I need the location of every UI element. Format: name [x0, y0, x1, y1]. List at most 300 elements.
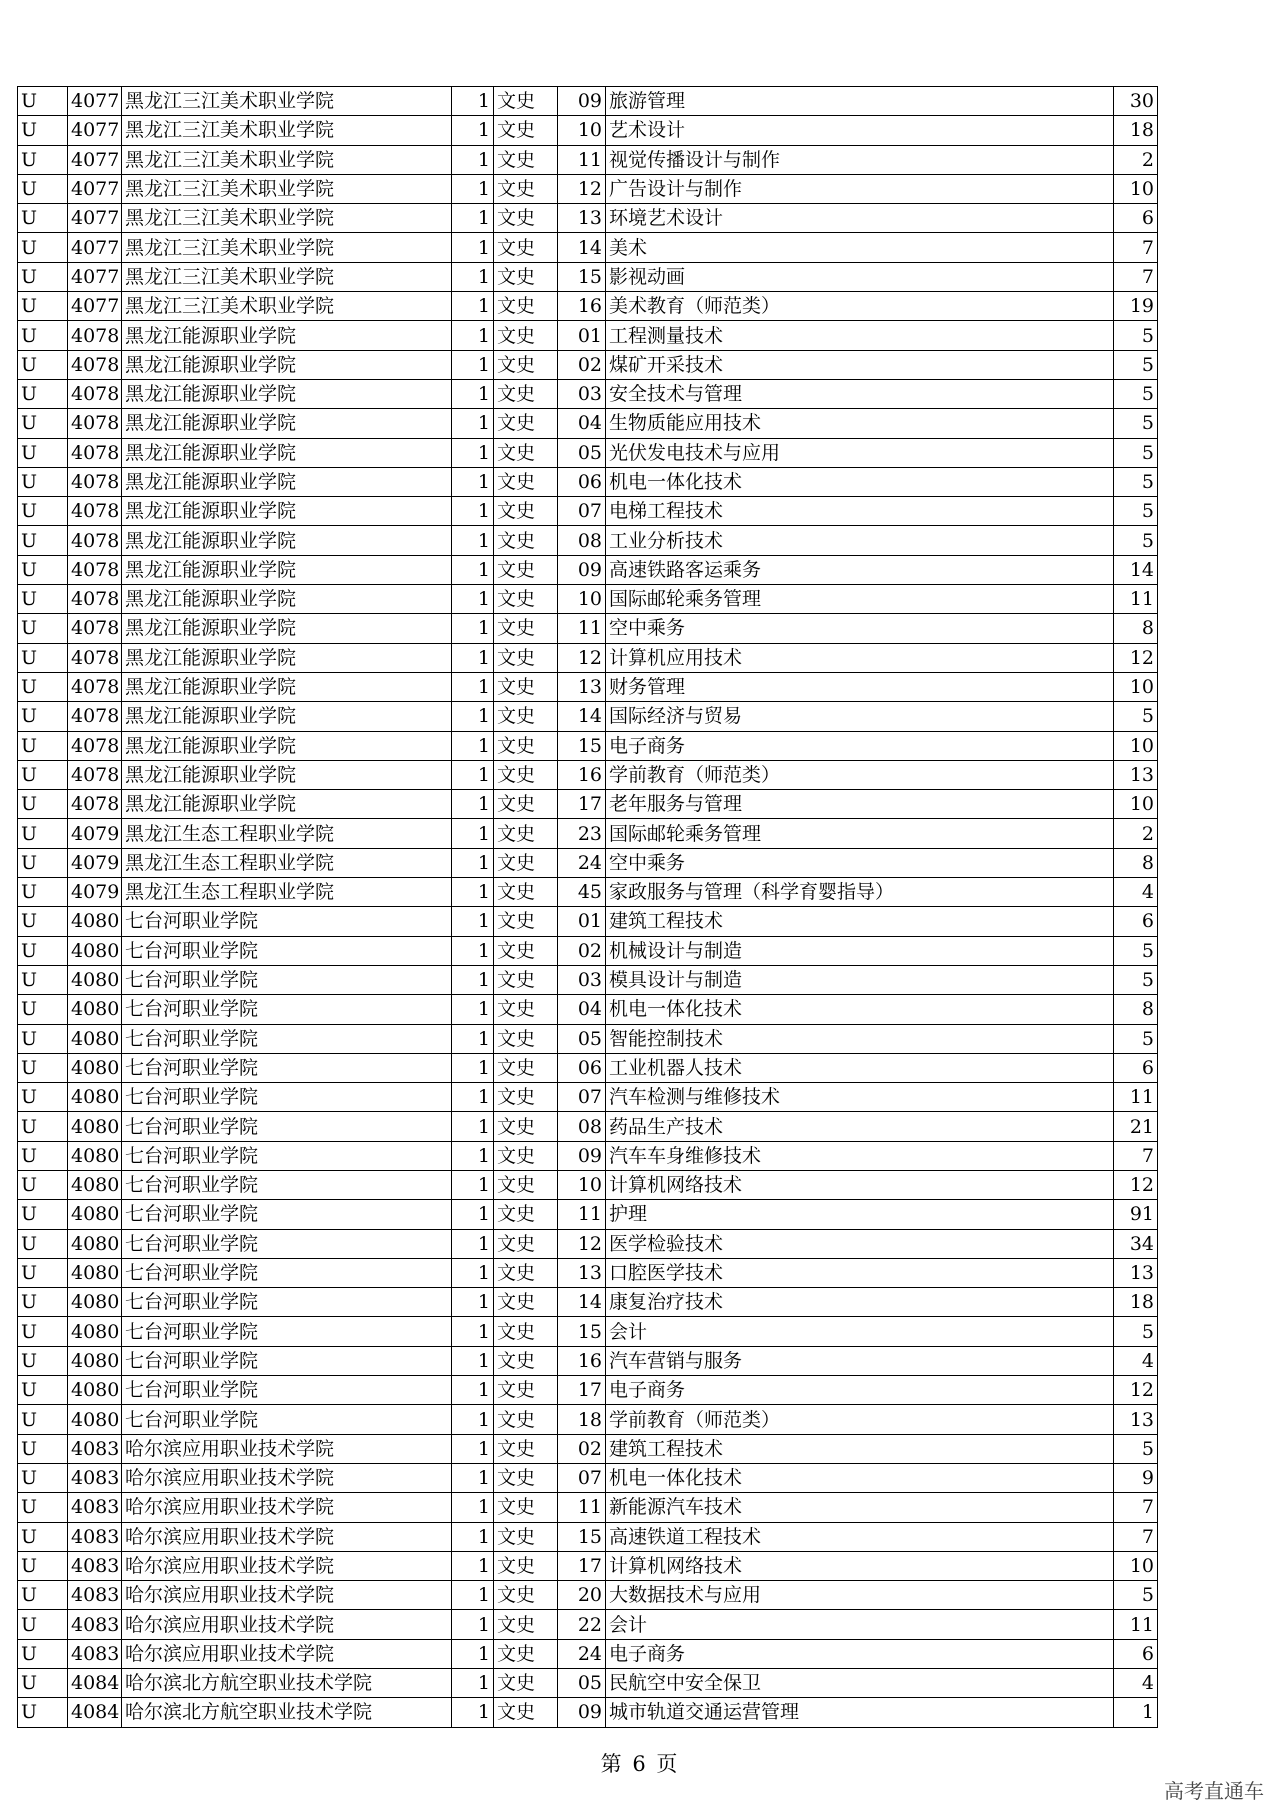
school-name-cell: 黑龙江三江美术职业学院: [122, 116, 452, 145]
plan-count-cell: 7: [1114, 1493, 1158, 1522]
category-cell: 文史: [494, 1170, 558, 1199]
level-cell: U: [18, 174, 68, 203]
plan-count-cell: 7: [1114, 262, 1158, 291]
major-name-cell: 影视动画: [606, 262, 1114, 291]
major-code-cell: 15: [558, 1522, 606, 1551]
major-code-cell: 01: [558, 907, 606, 936]
table-row: [18, 1610, 1158, 1639]
school-code-cell: 4083: [68, 1434, 122, 1463]
school-name-cell: 七台河职业学院: [122, 1200, 452, 1229]
plan-type-cell: 1: [452, 585, 494, 614]
major-code-cell: 12: [558, 174, 606, 203]
school-code-cell: 4080: [68, 995, 122, 1024]
table-row: [18, 907, 1158, 936]
level-cell: U: [18, 438, 68, 467]
category-cell: 文史: [494, 1024, 558, 1053]
major-code-cell: 02: [558, 936, 606, 965]
table-row: [18, 1024, 1158, 1053]
table-row: [18, 350, 1158, 379]
plan-count-cell: 13: [1114, 1405, 1158, 1434]
plan-type-cell: 1: [452, 292, 494, 321]
school-code-cell: 4083: [68, 1610, 122, 1639]
table-row: [18, 555, 1158, 584]
category-cell: 文史: [494, 585, 558, 614]
major-code-cell: 03: [558, 965, 606, 994]
major-code-cell: 10: [558, 585, 606, 614]
major-code-cell: 12: [558, 1229, 606, 1258]
plan-type-cell: 1: [452, 350, 494, 379]
category-cell: 文史: [494, 760, 558, 789]
major-code-cell: 04: [558, 409, 606, 438]
school-code-cell: 4078: [68, 467, 122, 496]
school-code-cell: 4078: [68, 760, 122, 789]
school-name-cell: 七台河职业学院: [122, 1083, 452, 1112]
school-code-cell: 4079: [68, 878, 122, 907]
category-cell: 文史: [494, 1434, 558, 1463]
school-name-cell: 哈尔滨北方航空职业技术学院: [122, 1669, 452, 1698]
plan-type-cell: 1: [452, 790, 494, 819]
major-code-cell: 24: [558, 848, 606, 877]
school-name-cell: 黑龙江能源职业学院: [122, 467, 452, 496]
category-cell: 文史: [494, 965, 558, 994]
level-cell: U: [18, 87, 68, 116]
major-name-cell: 环境艺术设计: [606, 204, 1114, 233]
category-cell: 文史: [494, 1493, 558, 1522]
plan-count-cell: 6: [1114, 204, 1158, 233]
school-code-cell: 4080: [68, 1141, 122, 1170]
major-code-cell: 09: [558, 87, 606, 116]
level-cell: U: [18, 1200, 68, 1229]
school-name-cell: 哈尔滨应用职业技术学院: [122, 1551, 452, 1580]
category-cell: 文史: [494, 1581, 558, 1610]
plan-count-cell: 5: [1114, 379, 1158, 408]
plan-type-cell: 1: [452, 1170, 494, 1199]
category-cell: 文史: [494, 116, 558, 145]
table-row: [18, 87, 1158, 116]
school-code-cell: 4077: [68, 174, 122, 203]
level-cell: U: [18, 1346, 68, 1375]
category-cell: 文史: [494, 1112, 558, 1141]
school-code-cell: 4080: [68, 965, 122, 994]
major-name-cell: 药品生产技术: [606, 1112, 1114, 1141]
plan-type-cell: 1: [452, 321, 494, 350]
plan-type-cell: 1: [452, 497, 494, 526]
school-code-cell: 4078: [68, 614, 122, 643]
watermark-text: 高考直通车: [1164, 1779, 1264, 1803]
level-cell: U: [18, 702, 68, 731]
school-code-cell: 4078: [68, 379, 122, 408]
table-row: [18, 321, 1158, 350]
table-row: [18, 731, 1158, 760]
table-row: [18, 467, 1158, 496]
major-name-cell: 汽车检测与维修技术: [606, 1083, 1114, 1112]
major-code-cell: 22: [558, 1610, 606, 1639]
school-name-cell: 黑龙江三江美术职业学院: [122, 292, 452, 321]
level-cell: U: [18, 1551, 68, 1580]
plan-type-cell: 1: [452, 995, 494, 1024]
plan-type-cell: 1: [452, 936, 494, 965]
school-code-cell: 4080: [68, 1200, 122, 1229]
level-cell: U: [18, 1229, 68, 1258]
table-row: [18, 1288, 1158, 1317]
school-code-cell: 4080: [68, 1229, 122, 1258]
major-name-cell: 电子商务: [606, 731, 1114, 760]
level-cell: U: [18, 555, 68, 584]
school-code-cell: 4080: [68, 1112, 122, 1141]
school-code-cell: 4078: [68, 702, 122, 731]
plan-count-cell: 5: [1114, 467, 1158, 496]
plan-count-cell: 1: [1114, 1698, 1158, 1727]
major-name-cell: 视觉传播设计与制作: [606, 145, 1114, 174]
major-name-cell: 城市轨道交通运营管理: [606, 1698, 1114, 1727]
major-name-cell: 建筑工程技术: [606, 907, 1114, 936]
category-cell: 文史: [494, 1083, 558, 1112]
table-row: [18, 1434, 1158, 1463]
table-row: [18, 1698, 1158, 1727]
school-code-cell: 4078: [68, 672, 122, 701]
plan-count-cell: 5: [1114, 965, 1158, 994]
level-cell: U: [18, 1170, 68, 1199]
category-cell: 文史: [494, 467, 558, 496]
level-cell: U: [18, 819, 68, 848]
major-name-cell: 计算机网络技术: [606, 1551, 1114, 1580]
major-code-cell: 13: [558, 204, 606, 233]
plan-count-cell: 5: [1114, 936, 1158, 965]
table-row: [18, 1200, 1158, 1229]
category-cell: 文史: [494, 614, 558, 643]
school-code-cell: 4078: [68, 555, 122, 584]
major-code-cell: 02: [558, 1434, 606, 1463]
plan-count-cell: 11: [1114, 1610, 1158, 1639]
category-cell: 文史: [494, 1317, 558, 1346]
major-name-cell: 大数据技术与应用: [606, 1581, 1114, 1610]
school-code-cell: 4078: [68, 497, 122, 526]
level-cell: U: [18, 1698, 68, 1727]
category-cell: 文史: [494, 1053, 558, 1082]
plan-type-cell: 1: [452, 965, 494, 994]
major-name-cell: 国际邮轮乘务管理: [606, 585, 1114, 614]
major-name-cell: 国际经济与贸易: [606, 702, 1114, 731]
school-name-cell: 黑龙江三江美术职业学院: [122, 233, 452, 262]
level-cell: U: [18, 1639, 68, 1668]
level-cell: U: [18, 1258, 68, 1287]
school-name-cell: 七台河职业学院: [122, 936, 452, 965]
school-code-cell: 4080: [68, 1317, 122, 1346]
admission-plan-table: [17, 86, 1158, 1728]
major-code-cell: 23: [558, 819, 606, 848]
plan-type-cell: 1: [452, 1581, 494, 1610]
table-row: [18, 1053, 1158, 1082]
plan-type-cell: 1: [452, 174, 494, 203]
major-name-cell: 生物质能应用技术: [606, 409, 1114, 438]
major-name-cell: 计算机应用技术: [606, 643, 1114, 672]
school-name-cell: 黑龙江能源职业学院: [122, 702, 452, 731]
plan-count-cell: 19: [1114, 292, 1158, 321]
school-name-cell: 七台河职业学院: [122, 995, 452, 1024]
major-name-cell: 机电一体化技术: [606, 1463, 1114, 1492]
school-code-cell: 4080: [68, 1376, 122, 1405]
plan-count-cell: 4: [1114, 1346, 1158, 1375]
plan-type-cell: 1: [452, 409, 494, 438]
category-cell: 文史: [494, 1288, 558, 1317]
major-name-cell: 康复治疗技术: [606, 1288, 1114, 1317]
major-code-cell: 05: [558, 1669, 606, 1698]
category-cell: 文史: [494, 262, 558, 291]
major-code-cell: 03: [558, 379, 606, 408]
school-name-cell: 黑龙江能源职业学院: [122, 585, 452, 614]
major-code-cell: 14: [558, 233, 606, 262]
school-code-cell: 4084: [68, 1669, 122, 1698]
major-name-cell: 安全技术与管理: [606, 379, 1114, 408]
category-cell: 文史: [494, 1522, 558, 1551]
plan-type-cell: 1: [452, 1317, 494, 1346]
school-name-cell: 黑龙江能源职业学院: [122, 672, 452, 701]
level-cell: U: [18, 1669, 68, 1698]
plan-count-cell: 7: [1114, 1141, 1158, 1170]
major-code-cell: 06: [558, 1053, 606, 1082]
school-name-cell: 哈尔滨应用职业技术学院: [122, 1610, 452, 1639]
school-name-cell: 哈尔滨应用职业技术学院: [122, 1639, 452, 1668]
level-cell: U: [18, 262, 68, 291]
table-row: [18, 760, 1158, 789]
school-name-cell: 黑龙江能源职业学院: [122, 409, 452, 438]
major-code-cell: 08: [558, 526, 606, 555]
school-code-cell: 4083: [68, 1581, 122, 1610]
table-row: [18, 790, 1158, 819]
category-cell: 文史: [494, 438, 558, 467]
plan-count-cell: 5: [1114, 1317, 1158, 1346]
category-cell: 文史: [494, 350, 558, 379]
major-name-cell: 工业分析技术: [606, 526, 1114, 555]
level-cell: U: [18, 526, 68, 555]
major-code-cell: 16: [558, 292, 606, 321]
level-cell: U: [18, 1112, 68, 1141]
school-name-cell: 黑龙江能源职业学院: [122, 643, 452, 672]
school-code-cell: 4077: [68, 292, 122, 321]
plan-type-cell: 1: [452, 116, 494, 145]
school-name-cell: 七台河职业学院: [122, 1405, 452, 1434]
school-name-cell: 黑龙江能源职业学院: [122, 555, 452, 584]
level-cell: U: [18, 1581, 68, 1610]
major-name-cell: 工程测量技术: [606, 321, 1114, 350]
school-name-cell: 黑龙江三江美术职业学院: [122, 262, 452, 291]
level-cell: U: [18, 1083, 68, 1112]
plan-type-cell: 1: [452, 438, 494, 467]
table-row: [18, 614, 1158, 643]
category-cell: 文史: [494, 995, 558, 1024]
category-cell: 文史: [494, 292, 558, 321]
major-name-cell: 会计: [606, 1610, 1114, 1639]
plan-type-cell: 1: [452, 643, 494, 672]
major-name-cell: 电子商务: [606, 1639, 1114, 1668]
page-number: 第 6 页: [600, 1752, 680, 1776]
school-code-cell: 4080: [68, 1024, 122, 1053]
school-name-cell: 哈尔滨应用职业技术学院: [122, 1463, 452, 1492]
category-cell: 文史: [494, 555, 558, 584]
major-name-cell: 建筑工程技术: [606, 1434, 1114, 1463]
major-code-cell: 05: [558, 438, 606, 467]
school-name-cell: 七台河职业学院: [122, 1376, 452, 1405]
major-name-cell: 光伏发电技术与应用: [606, 438, 1114, 467]
level-cell: U: [18, 116, 68, 145]
level-cell: U: [18, 643, 68, 672]
major-code-cell: 13: [558, 1258, 606, 1287]
category-cell: 文史: [494, 1610, 558, 1639]
plan-count-cell: 18: [1114, 116, 1158, 145]
plan-type-cell: 1: [452, 1434, 494, 1463]
plan-type-cell: 1: [452, 614, 494, 643]
plan-type-cell: 1: [452, 878, 494, 907]
school-name-cell: 黑龙江能源职业学院: [122, 760, 452, 789]
major-code-cell: 08: [558, 1112, 606, 1141]
major-code-cell: 05: [558, 1024, 606, 1053]
school-name-cell: 七台河职业学院: [122, 1288, 452, 1317]
major-name-cell: 会计: [606, 1317, 1114, 1346]
table-row: [18, 1639, 1158, 1668]
level-cell: U: [18, 848, 68, 877]
major-name-cell: 工业机器人技术: [606, 1053, 1114, 1082]
table-row: [18, 1112, 1158, 1141]
major-code-cell: 17: [558, 790, 606, 819]
school-code-cell: 4077: [68, 145, 122, 174]
school-code-cell: 4077: [68, 116, 122, 145]
school-code-cell: 4080: [68, 1405, 122, 1434]
plan-count-cell: 6: [1114, 1053, 1158, 1082]
table-row: [18, 965, 1158, 994]
major-name-cell: 电梯工程技术: [606, 497, 1114, 526]
major-name-cell: 家政服务与管理（科学育婴指导）: [606, 878, 1114, 907]
school-name-cell: 七台河职业学院: [122, 1053, 452, 1082]
school-code-cell: 4080: [68, 1288, 122, 1317]
school-name-cell: 哈尔滨应用职业技术学院: [122, 1434, 452, 1463]
school-name-cell: 黑龙江能源职业学院: [122, 731, 452, 760]
major-name-cell: 民航空中安全保卫: [606, 1669, 1114, 1698]
category-cell: 文史: [494, 1200, 558, 1229]
major-code-cell: 17: [558, 1551, 606, 1580]
category-cell: 文史: [494, 702, 558, 731]
major-code-cell: 18: [558, 1405, 606, 1434]
level-cell: U: [18, 731, 68, 760]
level-cell: U: [18, 1288, 68, 1317]
level-cell: U: [18, 760, 68, 789]
plan-count-cell: 11: [1114, 585, 1158, 614]
plan-type-cell: 1: [452, 907, 494, 936]
level-cell: U: [18, 1610, 68, 1639]
plan-type-cell: 1: [452, 1698, 494, 1727]
category-cell: 文史: [494, 1405, 558, 1434]
table-row: [18, 409, 1158, 438]
level-cell: U: [18, 965, 68, 994]
table-row: [18, 1581, 1158, 1610]
plan-type-cell: 1: [452, 1200, 494, 1229]
category-cell: 文史: [494, 87, 558, 116]
plan-count-cell: 5: [1114, 526, 1158, 555]
table-row: [18, 1317, 1158, 1346]
plan-type-cell: 1: [452, 848, 494, 877]
major-code-cell: 12: [558, 643, 606, 672]
category-cell: 文史: [494, 1258, 558, 1287]
table-row: [18, 672, 1158, 701]
major-code-cell: 02: [558, 350, 606, 379]
major-code-cell: 09: [558, 1141, 606, 1170]
category-cell: 文史: [494, 672, 558, 701]
major-code-cell: 07: [558, 1463, 606, 1492]
school-name-cell: 哈尔滨北方航空职业技术学院: [122, 1698, 452, 1727]
category-cell: 文史: [494, 731, 558, 760]
category-cell: 文史: [494, 878, 558, 907]
level-cell: U: [18, 1463, 68, 1492]
table-row: [18, 643, 1158, 672]
school-code-cell: 4078: [68, 526, 122, 555]
level-cell: U: [18, 1053, 68, 1082]
level-cell: U: [18, 585, 68, 614]
category-cell: 文史: [494, 497, 558, 526]
category-cell: 文史: [494, 790, 558, 819]
major-code-cell: 16: [558, 1346, 606, 1375]
plan-count-cell: 18: [1114, 1288, 1158, 1317]
plan-count-cell: 13: [1114, 760, 1158, 789]
category-cell: 文史: [494, 907, 558, 936]
plan-type-cell: 1: [452, 1463, 494, 1492]
plan-count-cell: 4: [1114, 878, 1158, 907]
table-row: [18, 1493, 1158, 1522]
major-name-cell: 电子商务: [606, 1376, 1114, 1405]
school-code-cell: 4078: [68, 585, 122, 614]
major-code-cell: 11: [558, 1493, 606, 1522]
level-cell: U: [18, 1141, 68, 1170]
school-code-cell: 4083: [68, 1522, 122, 1551]
plan-count-cell: 30: [1114, 87, 1158, 116]
table-row: [18, 438, 1158, 467]
plan-type-cell: 1: [452, 233, 494, 262]
school-name-cell: 七台河职业学院: [122, 965, 452, 994]
level-cell: U: [18, 321, 68, 350]
school-code-cell: 4080: [68, 1346, 122, 1375]
major-name-cell: 艺术设计: [606, 116, 1114, 145]
major-code-cell: 17: [558, 1376, 606, 1405]
major-name-cell: 财务管理: [606, 672, 1114, 701]
major-code-cell: 15: [558, 262, 606, 291]
major-name-cell: 空中乘务: [606, 848, 1114, 877]
plan-count-cell: 5: [1114, 702, 1158, 731]
school-name-cell: 哈尔滨应用职业技术学院: [122, 1493, 452, 1522]
school-name-cell: 黑龙江生态工程职业学院: [122, 819, 452, 848]
plan-count-cell: 10: [1114, 790, 1158, 819]
major-name-cell: 护理: [606, 1200, 1114, 1229]
level-cell: U: [18, 1434, 68, 1463]
level-cell: U: [18, 467, 68, 496]
table-body: [18, 87, 1158, 1728]
major-code-cell: 14: [558, 1288, 606, 1317]
category-cell: 文史: [494, 819, 558, 848]
category-cell: 文史: [494, 848, 558, 877]
school-code-cell: 4078: [68, 321, 122, 350]
category-cell: 文史: [494, 1698, 558, 1727]
plan-type-cell: 1: [452, 1288, 494, 1317]
category-cell: 文史: [494, 1639, 558, 1668]
table-row: [18, 936, 1158, 965]
plan-type-cell: 1: [452, 1024, 494, 1053]
table-row: [18, 1405, 1158, 1434]
plan-count-cell: 5: [1114, 321, 1158, 350]
table-row: [18, 497, 1158, 526]
major-code-cell: 10: [558, 1170, 606, 1199]
school-name-cell: 七台河职业学院: [122, 1258, 452, 1287]
category-cell: 文史: [494, 145, 558, 174]
plan-count-cell: 12: [1114, 643, 1158, 672]
major-name-cell: 口腔医学技术: [606, 1258, 1114, 1287]
table-row: [18, 145, 1158, 174]
